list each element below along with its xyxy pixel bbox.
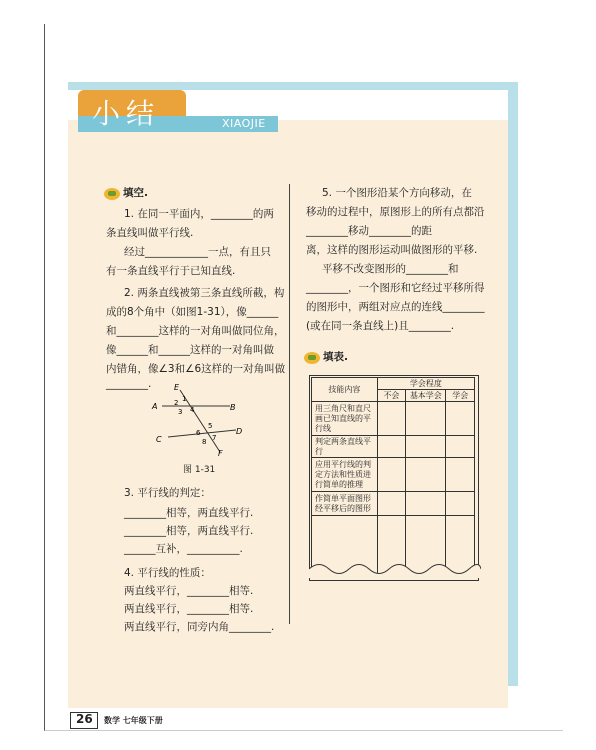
pencil-icon (304, 352, 320, 364)
text-line: (或在同一条直线上)且________. (306, 320, 455, 332)
table-cell: 用三角尺和直尺画已知直线的平行线 (312, 402, 378, 436)
text-line: ________相等，两直线平行. (124, 507, 254, 519)
table-row (312, 492, 475, 516)
skills-table (311, 377, 475, 577)
text-line: 有一条直线平行于已知直线. (106, 265, 236, 277)
table-cell[interactable] (446, 436, 475, 458)
fig-label-A: A (152, 402, 158, 411)
banner-title: 小结 (92, 97, 161, 130)
fig-label-E: E (174, 383, 180, 392)
banner-subtitle: XIAOJIE (222, 117, 266, 130)
column-divider (289, 184, 290, 624)
fig-angle-5: 5 (208, 422, 213, 430)
text-line: 离，这样的图形运动叫做图形的平移. (306, 244, 478, 256)
table-cell[interactable] (406, 458, 446, 492)
text-line: 移动的过程中，原图形上的所有点都沿 (306, 206, 485, 218)
table-row (312, 402, 475, 436)
table-cell[interactable] (377, 492, 406, 516)
table-header-group: 学会程度 (377, 378, 474, 390)
text-line: 经过____________一点，有且只 (124, 246, 271, 258)
fig-angle-2: 2 (174, 399, 179, 407)
table-cell: 作简单平面图形经平移后的图形 (312, 492, 378, 516)
text-line: ________. (106, 378, 152, 390)
text-line: 成的8个角中（如图1-31），像______ (106, 306, 279, 318)
fig-angle-4: 4 (190, 406, 195, 414)
table-cell: 应用平行线的判定方法和性质进行简单的推理 (312, 458, 378, 492)
table-cell[interactable] (377, 436, 406, 458)
text-line: 1. 在同一平面内，________的两 (124, 208, 274, 220)
table-cell[interactable] (446, 492, 475, 516)
pencil-icon (104, 188, 120, 200)
fig-label-B: B (230, 403, 236, 412)
fig-angle-8: 8 (202, 438, 207, 446)
table-header-no: 不会 (377, 390, 406, 402)
text-line: 和________这样的一对角叫做同位角， (106, 325, 285, 337)
fig-label-F: F (218, 449, 223, 458)
text-line: 的图形中，两组对应点的连线________ (306, 301, 485, 313)
text-line: ________，一个图形和它经过平移所得 (306, 282, 485, 294)
text-line: ________移动________的距 (306, 225, 432, 237)
text-line: 两直线平行，________相等. (124, 585, 254, 597)
figure-caption: 图 1-31 (183, 465, 216, 475)
page-number: 26 (76, 712, 93, 726)
text-line: 条直线叫做平行线. (106, 227, 194, 239)
blue-accent-top (68, 82, 518, 90)
fill-label: 填空. (123, 187, 148, 199)
fig-angle-6: 6 (196, 429, 201, 437)
table-header-yes: 学会 (446, 390, 475, 402)
table-row (312, 436, 475, 458)
table-cell[interactable] (406, 436, 446, 458)
table-cell[interactable] (446, 402, 475, 436)
text-line: 像______和______这样的一对角叫做 (106, 344, 274, 356)
fig-label-D: D (236, 427, 243, 436)
text-line: ______互补，__________. (124, 543, 243, 555)
table-cell: 判定两条直线平行 (312, 436, 378, 458)
table-cell[interactable] (406, 402, 446, 436)
fig-angle-3: 3 (178, 408, 183, 416)
figure-1-31 (140, 380, 260, 460)
table-header-basic: 基本学会 (406, 390, 446, 402)
text-line: 平移不改变图形的________和 (322, 263, 459, 275)
book-title: 数学 七年级下册 (104, 716, 163, 725)
table-cell[interactable] (406, 492, 446, 516)
text-line: 内错角，像∠3和∠6这样的一对角叫做 (106, 363, 286, 375)
table-row (312, 458, 475, 492)
text-line: 两直线平行，同旁内角________. (124, 621, 275, 633)
fig-angle-1: 1 (182, 395, 187, 403)
text-line: ________相等，两直线平行. (124, 525, 254, 537)
fig-angle-7: 7 (212, 434, 217, 442)
text-line: 两直线平行，________相等. (124, 603, 254, 615)
text-line: 3. 平行线的判定： (124, 487, 211, 499)
table-cell[interactable] (377, 458, 406, 492)
table-cell[interactable] (446, 458, 475, 492)
blue-accent-right (508, 82, 518, 686)
table-cell[interactable] (377, 402, 406, 436)
text-line: 2. 两条直线被第三条直线所截，构 (124, 287, 285, 299)
text-line: 4. 平行线的性质： (124, 567, 211, 579)
table-label: 填表. (323, 351, 348, 363)
text-line: 5. 一个图形沿某个方向移动，在 (322, 187, 472, 199)
table-torn-edge (309, 560, 481, 578)
table-header-skill: 技能内容 (312, 378, 378, 402)
fig-label-C: C (156, 435, 162, 444)
